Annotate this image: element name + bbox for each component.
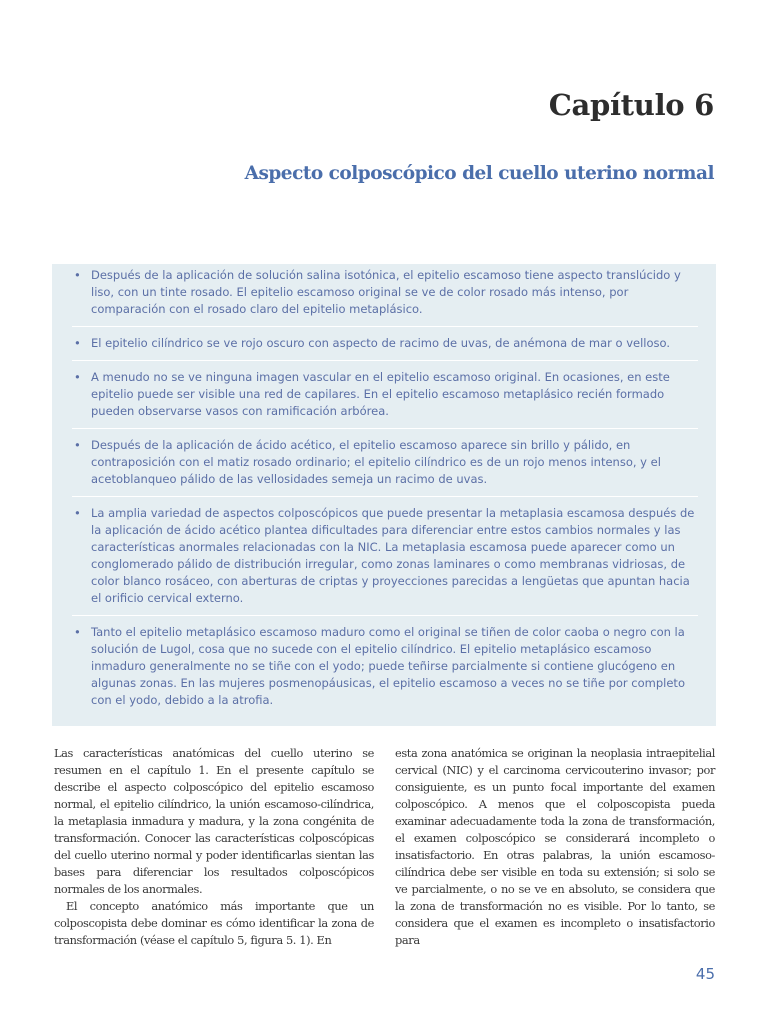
page-number: 45: [695, 965, 715, 983]
summary-item-text: A menudo no se ve ninguna imagen vascular en el epitelio escamoso original. En ocasiones, en este epitelio puede ser visible una red de capilares. En el epitelio escamoso metaplásico recién formado pueden observarse vasos con ramificación arbórea.: [91, 370, 670, 418]
summary-divider: [72, 360, 698, 361]
summary-item: [72, 267, 698, 318]
summary-item-text: Después de la aplicación de ácido acético, el epitelio escamoso aparece sin brillo y pálido, en contraposición con el matiz rosado ordinario; el epitelio cilíndrico es de un rojo menos intenso, y el acetoblanqueo pálido de las vellosidades semeja un racimo de uvas.: [91, 438, 661, 486]
body-paragraph: El concepto anatómico más importante que un colposcopista debe dominar es cómo identificar la zona de transformación (véase el capítulo 5, figura 5. 1). En: [54, 899, 374, 947]
summary-item: [72, 335, 698, 352]
bullet-icon: •: [74, 370, 81, 384]
summary-item-text: Después de la aplicación de solución salina isotónica, el epitelio escamoso tiene aspecto translúcido y liso, con un tinte rosado. El epitelio escamoso original se ve de color rosado más intenso, por comparación con el rosado claro del epitelio metaplásico.: [91, 268, 681, 316]
bullet-icon: •: [74, 336, 81, 350]
body-paragraph: esta zona anatómica se originan la neoplasia intraepitelial cervical (NIC) y el carcinoma cervicouterino invasor; por consiguiente, es un punto focal importante del examen colposcópico. A menos que el colposcopista pueda examinar adecuadamente toda la zona de transformación, el examen colposcópico se considerará incompleto o insatisfactorio. En otras palabras, la unión escamoso-cilíndrica debe ser visible en toda su extensión; si solo se ve parcialmente, o no se ve en absoluto, se considera que la zona de transformación no es visible. Por lo tanto, se considera que el examen es incompleto o insatisfactorio para: [395, 746, 715, 947]
summary-item: [72, 437, 698, 488]
summary-box: [52, 264, 716, 726]
summary-item: [72, 505, 698, 607]
body-paragraph: Las características anatómicas del cuello uterino se resumen en el capítulo 1. En el presente capítulo se describe el aspecto colposcópico del epitelio escamoso normal, el epitelio cilíndrico, la unión escamoso-cilíndrica, la metaplasia inmadura y madura, y la zona congénita de transformación. Conocer las características colposcópicas del cuello uterino normal y poder identificarlas sientan las bases para diferenciar los resultados colposcópicos normales de los anormales.: [54, 746, 374, 896]
summary-divider: [72, 496, 698, 497]
summary-item: [72, 624, 698, 709]
summary-item: [72, 369, 698, 420]
bullet-icon: •: [74, 625, 81, 639]
summary-item-text: Tanto el epitelio metaplásico escamoso maduro como el original se tiñen de color caoba o negro con la solución de Lugol, cosa que no sucede con el epitelio cilíndrico. El epitelio metaplásico escamoso inmaduro generalmente no se tiñe con el yodo; puede teñirse parcialmente si contiene glucógeno en algunas zonas. En las mujeres posmenopáusicas, el epitelio escamoso a veces no se tiñe por completo con el yodo, debido a la atrofia.: [91, 625, 685, 707]
body-column-right: [395, 745, 715, 949]
summary-item-text: La amplia variedad de aspectos colposcópicos que puede presentar la metaplasia escamosa después de la aplicación de ácido acético plantea dificultades para diferenciar entre estos cambios normales y las características anormales relacionadas con la NIC. La metaplasia escamosa puede aparecer como un conglomerado pálido de distribución irregular, como zonas laminares o como membranas vidriosas, de color blanco rosáceo, con aberturas de criptas y proyecciones parecidas a lengüetas que apuntan hacia el orificio cervical externo.: [91, 506, 695, 605]
summary-divider: [72, 428, 698, 429]
summary-divider: [72, 326, 698, 327]
chapter-title: Capítulo 6: [548, 88, 714, 122]
bullet-icon: •: [74, 438, 81, 452]
body-column-left: [54, 745, 374, 949]
bullet-icon: •: [74, 506, 81, 520]
summary-item-text: El epitelio cilíndrico se ve rojo oscuro con aspecto de racimo de uvas, de anémona de mar o velloso.: [91, 336, 670, 350]
bullet-icon: •: [74, 268, 81, 282]
chapter-subtitle: Aspecto colposcópico del cuello uterino normal: [244, 163, 714, 184]
summary-divider: [72, 615, 698, 616]
